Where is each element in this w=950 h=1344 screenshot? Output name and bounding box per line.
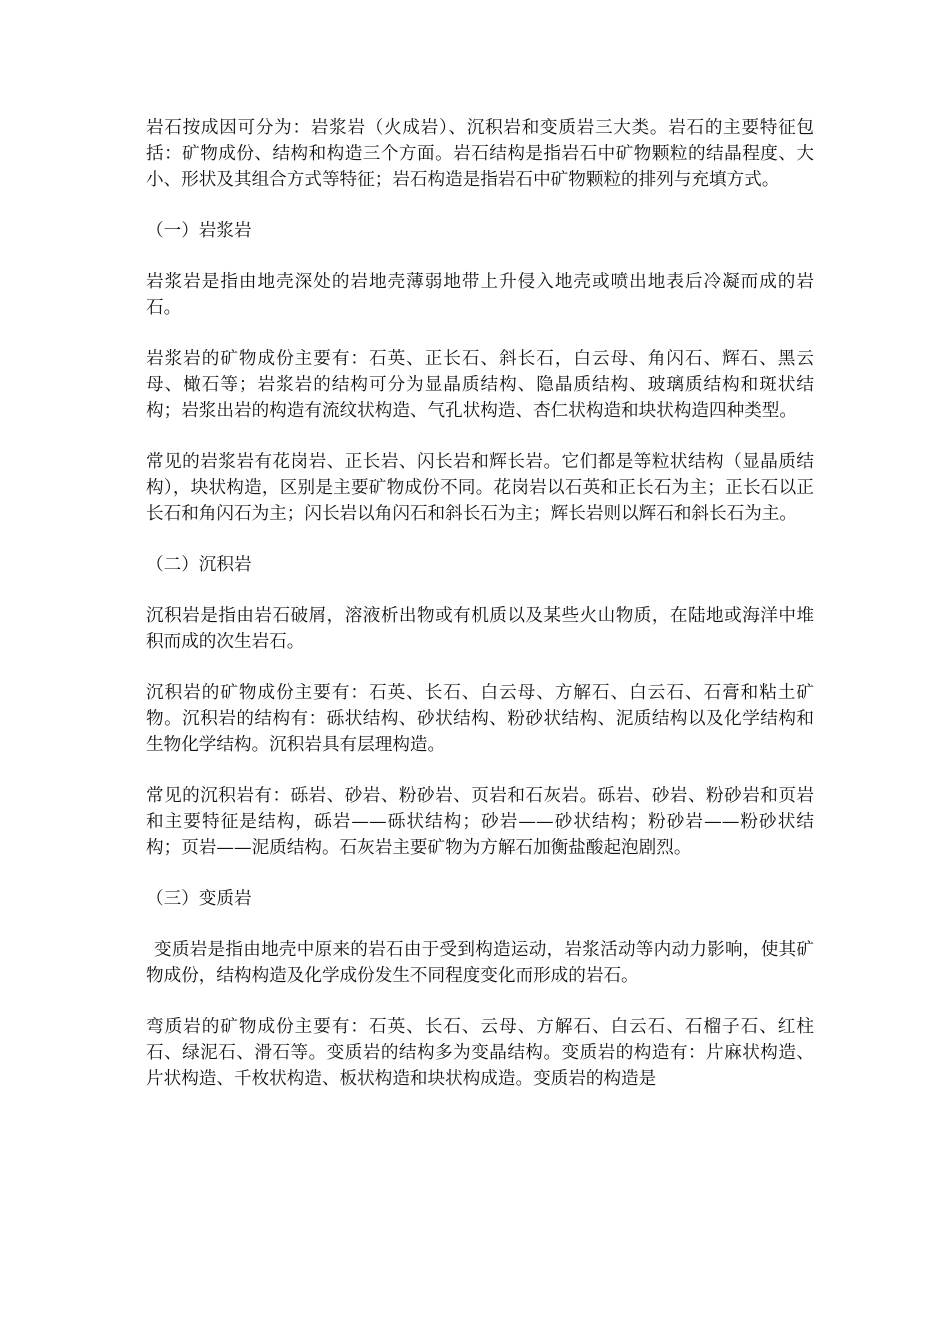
section-heading-sedimentary: （二）沉积岩 (146, 555, 252, 575)
sedimentary-definition-paragraph: 沉积岩是指由岩石破屑，溶液析出物或有机质以及某些火山物质，在陆地或海洋中堆积而成的次生岩石。 (146, 606, 814, 652)
igneous-definition-paragraph: 岩浆岩是指由地壳深处的岩地壳薄弱地带上升侵入地壳或喷出地表后冷凝而成的岩石。 (146, 272, 814, 318)
igneous-minerals-paragraph: 岩浆岩的矿物成份主要有：石英、正长石、斜长石，白云母、角闪石、辉石、黑云母、橄石等；岩浆岩的结构可分为显晶质结构、隐晶质结构、玻璃质结构和斑状结构；岩浆出岩的构造有流纹状构造、气孔状构造、杏仁状构造和块状构造四种类型。 (146, 349, 814, 421)
section-heading-igneous: （一）岩浆岩 (146, 221, 252, 241)
document-body (146, 112, 814, 1092)
igneous-common-rocks-paragraph: 常见的岩浆岩有花岗岩、正长岩、闪长岩和辉长岩。它们都是等粒状结构（显晶质结构），块状构造，区别是主要矿物成份不同。花岗岩以石英和正长石为主；正长石以正长石和角闪石为主；闪长岩以角闪石和斜长石为主；辉长岩则以辉石和斜长石为主。 (146, 452, 814, 524)
sedimentary-minerals-paragraph: 沉积岩的矿物成份主要有：石英、长石、白云母、方解石、白云石、石膏和粘土矿物。沉积岩的结构有：砾状结构、砂状结构、粉砂状结构、泥质结构以及化学结构和生物化学结构。沉积岩具有层理构造。 (146, 683, 814, 755)
metamorphic-definition-paragraph: 变质岩是指由地壳中原来的岩石由于受到构造运动，岩浆活动等内动力影响，使其矿物成份，结构构造及化学成份发生不同程度变化而形成的岩石。 (146, 940, 814, 986)
intro-paragraph: 岩石按成因可分为：岩浆岩（火成岩）、沉积岩和变质岩三大类。岩石的主要特征包括：矿物成份、结构和构造三个方面。岩石结构是指岩石中矿物颗粒的结晶程度、大小、形状及其组合方式等特征；岩石构造是指岩石中矿物颗粒的排列与充填方式。 (146, 118, 814, 190)
section-heading-metamorphic: （三）变质岩 (146, 889, 252, 909)
sedimentary-common-rocks-paragraph: 常见的沉积岩有：砾岩、砂岩、粉砂岩、页岩和石灰岩。砾岩、砂岩、粉砂岩和页岩和主要特征是结构，砾岩——砾状结构；砂岩——砂状结构；粉砂岩——粉砂状结构；页岩——泥质结构。石灰岩主要矿物为方解石加衡盐酸起泡剧烈。 (146, 786, 814, 858)
metamorphic-minerals-paragraph: 弯质岩的矿物成份主要有：石英、长石、云母、方解石、白云石、石榴子石、红柱石、绿泥石、滑石等。变质岩的结构多为变晶结构。变质岩的构造有：片麻状构造、片状构造、千枚状构造、板状构造和块状构成造。变质岩的构造是 (146, 1017, 814, 1089)
